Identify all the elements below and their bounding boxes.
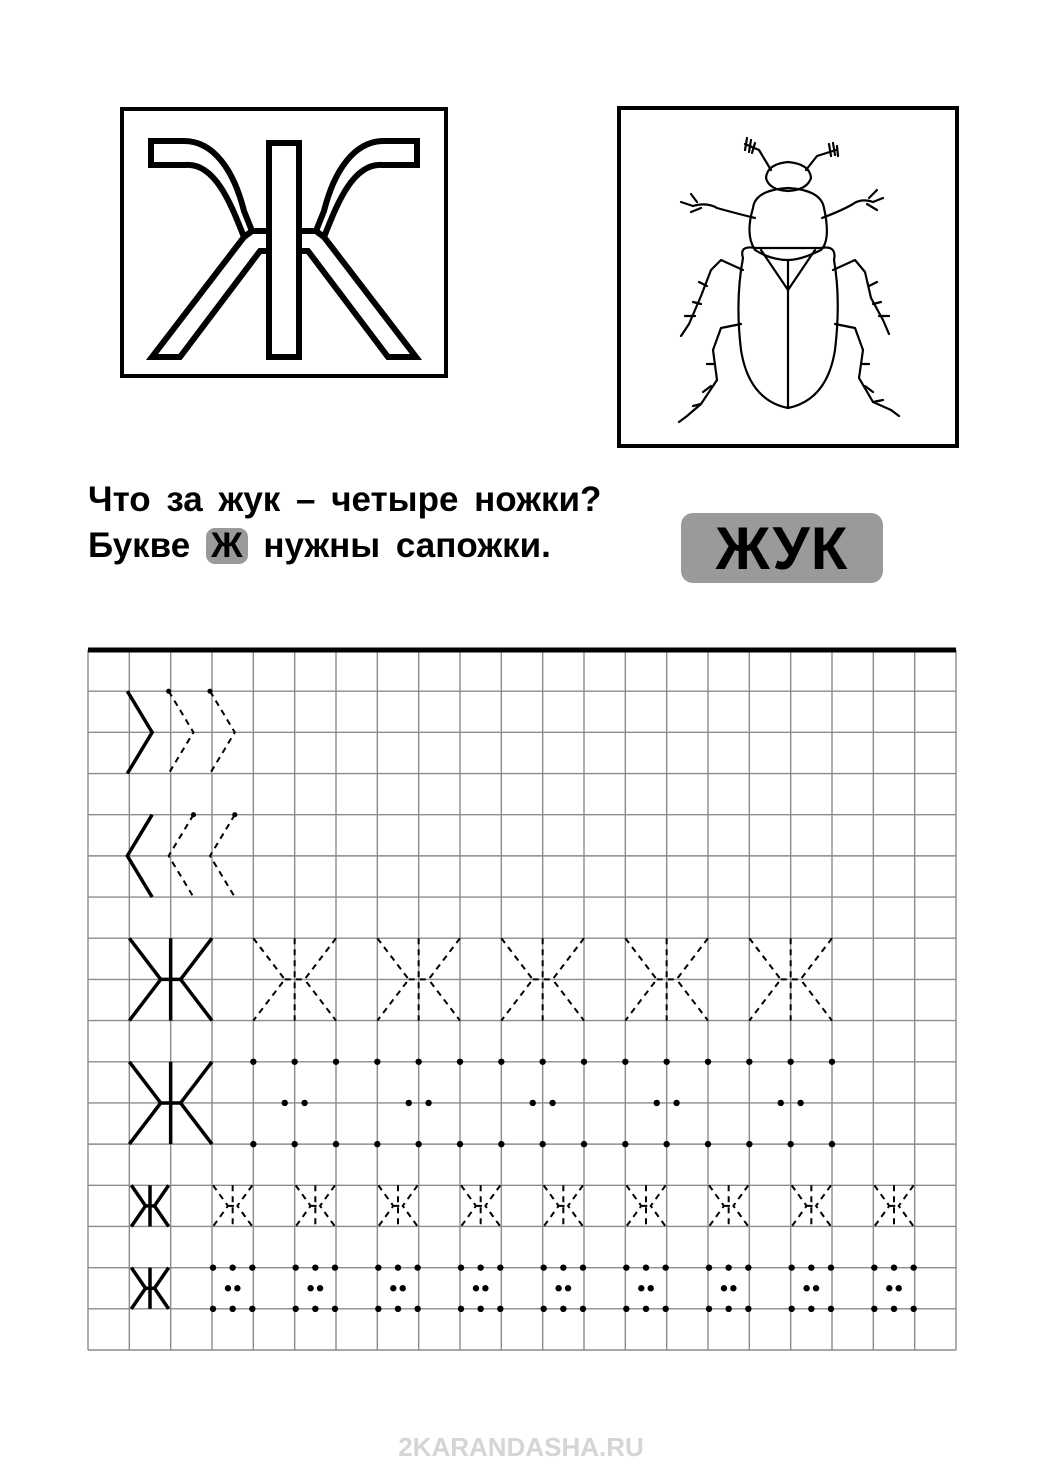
trace-small-zhe [626, 1185, 665, 1226]
watermark: 2KARANDASHA.RU [398, 1432, 644, 1462]
grid-lines [88, 650, 956, 1350]
dotted-small-zhe [540, 1264, 586, 1312]
dotted-small-zhe [375, 1264, 421, 1312]
poem-line-1: Что за жук – четыре ножки? [88, 480, 602, 519]
model-small-zhe [131, 1185, 168, 1226]
trace-small-zhe [461, 1185, 500, 1226]
poem-line-2-end: нужны сапожки. [263, 526, 551, 565]
trace-small-zhe [544, 1185, 583, 1226]
trace-small-zhe [296, 1185, 335, 1226]
dotted-small-zhe [292, 1264, 338, 1312]
trace-small-zhe [709, 1185, 748, 1226]
dotted-small-zhe [788, 1264, 834, 1312]
trace-left-angle [210, 812, 237, 897]
trace-small-zhe [874, 1185, 913, 1226]
trace-small-zhe [378, 1185, 417, 1226]
highlighted-letter: Ж [206, 528, 248, 564]
word-badge: ЖУК [681, 513, 883, 583]
trace-left-angle [169, 812, 196, 897]
dotted-small-zhe [706, 1264, 752, 1312]
trace-small-zhe [792, 1185, 831, 1226]
dotted-small-zhe [210, 1264, 256, 1312]
dotted-small-zhe [871, 1264, 917, 1312]
dotted-small-zhe [458, 1264, 504, 1312]
model-small-zhe [131, 1268, 168, 1309]
poem-line-2-start: Букве [88, 526, 191, 565]
dotted-small-zhe [623, 1264, 669, 1312]
trace-small-zhe [213, 1185, 252, 1226]
